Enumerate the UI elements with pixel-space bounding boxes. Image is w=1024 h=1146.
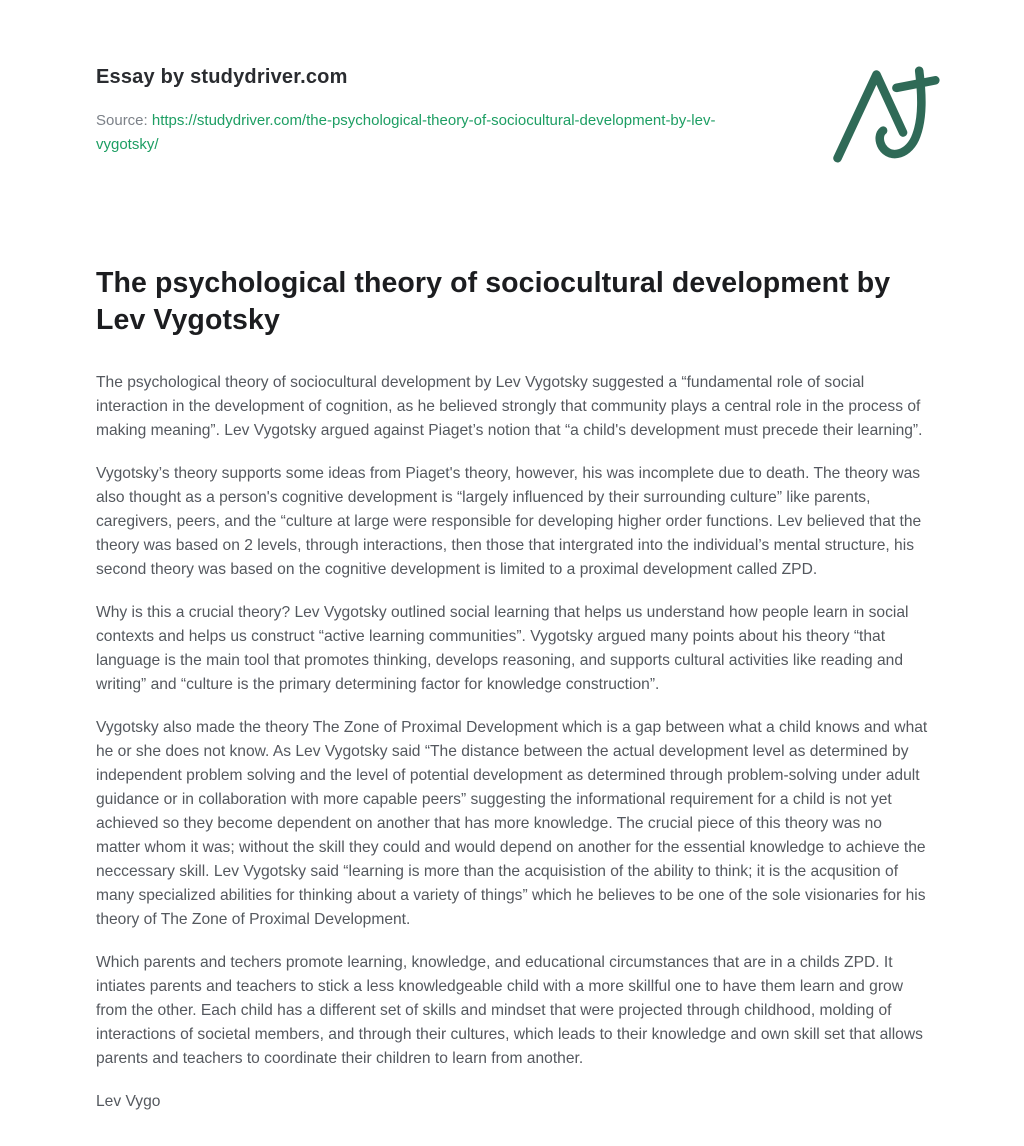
header-text-block — [96, 62, 751, 157]
page-header — [96, 62, 928, 169]
source-line — [96, 109, 751, 157]
source-label: Source: — [96, 112, 148, 129]
essay-paragraph-3: Why is this a crucial theory? Lev Vygotsky outlined social learning that helps us understand how people learn in social contexts and helps us construct “active learning communities”. Vygotsky argued many points about his theory “that language is the main tool that promotes thinking, develops reasoning, and supports cultural activities like reading and writing” and “culture is the primary determining factor for knowledge construction”. — [96, 604, 909, 694]
essay-paragraph-4: Vygotsky also made the theory The Zone of Proximal Development which is a gap between what a child knows and what he or she does not know. As Lev Vygotsky said “The distance between the actual development level as determined by independent problem solving and the level of potential development as determined through problem-solving under adult guidance or in collaboration with more capable peers” suggesting the informational requirement for a child is not yet achieved so they become dependent on another that has more knowledge. The crucial piece of this theory was no matter whom it was; without the skill they could and would depend on another for the essential knowledge to achieve the neccessary skill. Lev Vygotsky said “learning is more than the acquisistion of the ability to think; it is the acqusition of many specialized abilities for thinking about a variety of things” which he believes to be one of the sole visionaries for his theory of The Zone of Proximal Development. — [96, 719, 928, 929]
essay-paragraph-truncated: Lev Vygo — [96, 1093, 161, 1111]
essay-paragraph-1: The psychological theory of sociocultural development by Lev Vygotsky suggested a “fundamental role of social interaction in the development of cognition, as he believed strongly that community plays a central role in the process of making meaning”. Lev Vygotsky argued against Piaget’s notion that “a child's development must precede their learning”. — [96, 374, 923, 440]
essay-paragraph-5: Which parents and techers promote learning, knowledge, and educational circumstances that are in a childs ZPD. It intiates parents and teachers to stick a less knowledgeable child with a more skillful one to have them learn and grow from the other. Each child has a different set of skills and mindset that were projected through childhood, molding of interactions of societal members, and through their cultures, which leads to their knowledge and own skill set that allows parents and teachers to coordinate their children to learn from another. — [96, 954, 923, 1068]
studydriver-logo-icon — [828, 64, 942, 169]
source-link[interactable]: https://studydriver.com/the-psychological-theory-of-sociocultural-development-by-lev-vygotsky/ — [96, 112, 716, 153]
essay-body — [96, 371, 928, 1114]
essay-paragraph-2: Vygotsky’s theory supports some ideas from Piaget's theory, however, his was incomplete due to death. The theory was also thought as a person's cognitive development is “largely influenced by their surrounding culture” like parents, caregivers, peers, and the “culture at large were responsible for developing higher order functions. Lev believed that the theory was based on 2 levels, through interactions, then those that intergrated into the individual’s mental structure, his second theory was based on the cognitive development is limited to a proximal development called ZPD. — [96, 465, 922, 579]
essay-title: The psychological theory of sociocultural development by Lev Vygotsky — [96, 267, 891, 337]
byline: Essay by studydriver.com — [96, 66, 348, 88]
